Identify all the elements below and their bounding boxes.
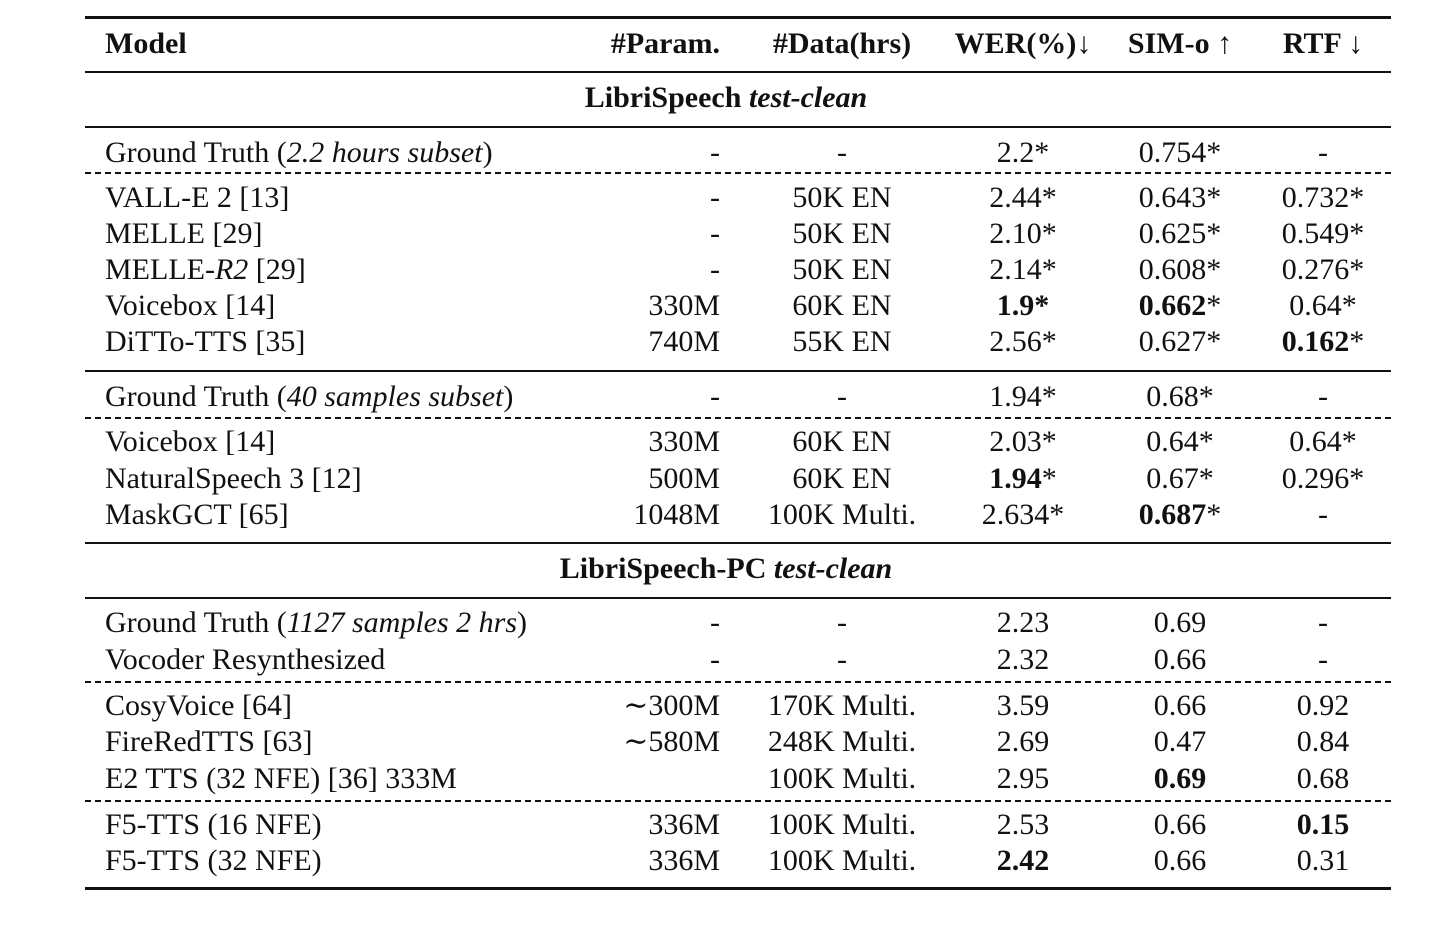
wer-cell: 2.44* (989, 181, 1057, 214)
rtf-cell: 0.31 (1296, 844, 1350, 877)
table-row (0, 288, 1452, 324)
rtf-cell: 0.162* (1281, 325, 1365, 358)
section-subset: test-clean (748, 81, 868, 114)
sim-cell: 0.69 (1153, 606, 1207, 639)
rtf-cell: 0.68 (1296, 762, 1350, 795)
data-cell: 50K EN (792, 181, 892, 214)
wer-cell: 2.95 (996, 762, 1050, 795)
param-cell: - (710, 136, 720, 169)
sim-cell: 0.66 (1153, 643, 1207, 676)
sim-cell: 0.66 (1153, 844, 1207, 877)
dashed-rule (85, 800, 1391, 802)
section-name: LibriSpeech-PC (559, 552, 767, 585)
data-cell: - (837, 643, 847, 676)
table-row (0, 379, 1452, 415)
dashed-rule (85, 681, 1391, 683)
sim-cell: 0.68* (1146, 380, 1214, 413)
wer-cell: 2.23 (996, 606, 1050, 639)
table-row (0, 252, 1452, 288)
table-row (0, 724, 1452, 760)
header-sim: SIM-o ↑ (1127, 27, 1233, 60)
model-cell: Voicebox [14] (105, 425, 276, 458)
bottom-rule (85, 887, 1391, 890)
wer-cell: 1.94* (989, 462, 1057, 495)
model-cell: F5-TTS (16 NFE) (105, 808, 322, 841)
param-cell: - (710, 181, 720, 214)
sim-cell: 0.64* (1146, 425, 1214, 458)
wer-cell: 2.56* (989, 325, 1057, 358)
table-row (0, 216, 1452, 252)
model-cell: Ground Truth (1127 samples 2 hrs) (105, 606, 527, 639)
sim-cell: 0.608* (1138, 253, 1222, 286)
wer-cell: 2.2* (996, 136, 1050, 169)
rtf-cell: - (1318, 606, 1328, 639)
param-cell: 500M (648, 462, 720, 495)
sim-cell: 0.67* (1146, 462, 1214, 495)
rtf-cell: 0.84 (1296, 725, 1350, 758)
data-cell: 60K EN (792, 462, 892, 495)
group-rule (85, 370, 1391, 372)
table-row (0, 642, 1452, 678)
data-cell: 248K Multi. (767, 725, 917, 758)
sim-cell: 0.625* (1138, 217, 1222, 250)
sim-cell: 0.643* (1138, 181, 1222, 214)
header-rtf: RTF ↓ (1282, 27, 1364, 60)
wer-cell: 2.69 (996, 725, 1050, 758)
param-cell: - (710, 643, 720, 676)
param-cell: 740M (648, 325, 720, 358)
wer-cell: 2.42 (996, 844, 1050, 877)
model-cell: CosyVoice [64] (105, 689, 292, 722)
section-rule (85, 597, 1391, 599)
rtf-cell: 0.64* (1289, 425, 1357, 458)
model-cell: E2 TTS (32 NFE) [36] 333M (105, 762, 457, 795)
wer-cell: 2.32 (996, 643, 1050, 676)
param-cell: ∼580M (623, 725, 720, 758)
section-title (0, 551, 1452, 587)
rtf-cell: - (1318, 136, 1328, 169)
table-row (0, 180, 1452, 216)
param-cell: 330M (648, 289, 720, 322)
rtf-cell: 0.732* (1281, 181, 1365, 214)
data-cell: 60K EN (792, 425, 892, 458)
rtf-cell: 0.296* (1281, 462, 1365, 495)
param-cell: 336M (648, 808, 720, 841)
wer-cell: 2.10* (989, 217, 1057, 250)
sim-cell: 0.66 (1153, 808, 1207, 841)
data-cell: 100K Multi. (767, 844, 917, 877)
param-cell: 1048M (633, 498, 720, 531)
model-cell: Voicebox [14] (105, 289, 276, 322)
section-rule (85, 126, 1391, 128)
model-cell: MELLE [29] (105, 217, 263, 250)
wer-cell: 2.03* (989, 425, 1057, 458)
param-cell: - (710, 606, 720, 639)
data-cell: 55K EN (792, 325, 892, 358)
model-cell: FireRedTTS [63] (105, 725, 313, 758)
table-row (0, 135, 1452, 171)
wer-cell: 2.14* (989, 253, 1057, 286)
data-cell: 60K EN (792, 289, 892, 322)
dashed-rule (85, 417, 1391, 419)
model-cell: Ground Truth (2.2 hours subset) (105, 136, 493, 169)
sim-cell: 0.687* (1138, 498, 1222, 531)
param-cell: - (710, 380, 720, 413)
wer-cell: 2.634* (981, 498, 1065, 531)
sim-cell: 0.754* (1138, 136, 1222, 169)
data-cell: 100K Multi. (767, 762, 917, 795)
rtf-cell: 0.92 (1296, 689, 1350, 722)
data-cell: - (837, 606, 847, 639)
rtf-cell: - (1318, 380, 1328, 413)
data-cell: 100K Multi. (767, 808, 917, 841)
sim-cell: 0.47 (1153, 725, 1207, 758)
wer-cell: 1.94* (989, 380, 1057, 413)
sim-cell: 0.662* (1138, 289, 1222, 322)
param-cell: - (710, 217, 720, 250)
rtf-cell: - (1318, 498, 1328, 531)
data-cell: 100K Multi. (767, 498, 917, 531)
table-row (0, 761, 1452, 797)
rtf-cell: 0.64* (1289, 289, 1357, 322)
header-model: Model (105, 27, 187, 60)
data-cell: 50K EN (792, 253, 892, 286)
table-row (0, 497, 1452, 533)
table-row (0, 688, 1452, 724)
sim-cell: 0.627* (1138, 325, 1222, 358)
data-cell: 50K EN (792, 217, 892, 250)
table-row (0, 461, 1452, 497)
model-cell: Ground Truth (40 samples subset) (105, 380, 514, 413)
model-cell: MELLE-R2 [29] (105, 253, 306, 286)
wer-cell: 2.53 (996, 808, 1050, 841)
header-param: #Param. (610, 27, 720, 60)
dashed-rule (85, 172, 1391, 174)
model-cell: VALL-E 2 [13] (105, 181, 290, 214)
header-wer: WER(%)↓ (954, 27, 1092, 60)
header-row (0, 26, 1452, 62)
data-cell: - (837, 136, 847, 169)
section-subset: test-clean (773, 552, 893, 585)
rtf-cell: 0.276* (1281, 253, 1365, 286)
top-rule (85, 16, 1391, 19)
table-row (0, 843, 1452, 879)
param-cell: ∼300M (623, 689, 720, 722)
section-rule (85, 542, 1391, 544)
data-cell: 170K Multi. (767, 689, 917, 722)
section-name: LibriSpeech (584, 81, 742, 114)
param-cell: 336M (648, 844, 720, 877)
model-cell: NaturalSpeech 3 [12] (105, 462, 362, 495)
wer-cell: 1.9* (996, 289, 1050, 322)
model-cell: MaskGCT [65] (105, 498, 289, 531)
section-title (0, 80, 1452, 116)
param-cell: 330M (648, 425, 720, 458)
param-cell: - (710, 253, 720, 286)
table-row (0, 324, 1452, 360)
table-row (0, 424, 1452, 460)
table-row (0, 807, 1452, 843)
sim-cell: 0.66 (1153, 689, 1207, 722)
model-cell: F5-TTS (32 NFE) (105, 844, 322, 877)
model-cell: Vocoder Resynthesized (105, 643, 386, 676)
rtf-cell: - (1318, 643, 1328, 676)
rtf-cell: 0.549* (1281, 217, 1365, 250)
data-cell: - (837, 380, 847, 413)
header-data: #Data(hrs) (772, 27, 912, 60)
header-rule (85, 71, 1391, 73)
model-cell: DiTTo-TTS [35] (105, 325, 306, 358)
sim-cell: 0.69 (1153, 762, 1207, 795)
rtf-cell: 0.15 (1296, 808, 1350, 841)
table-row (0, 605, 1452, 641)
wer-cell: 3.59 (996, 689, 1050, 722)
